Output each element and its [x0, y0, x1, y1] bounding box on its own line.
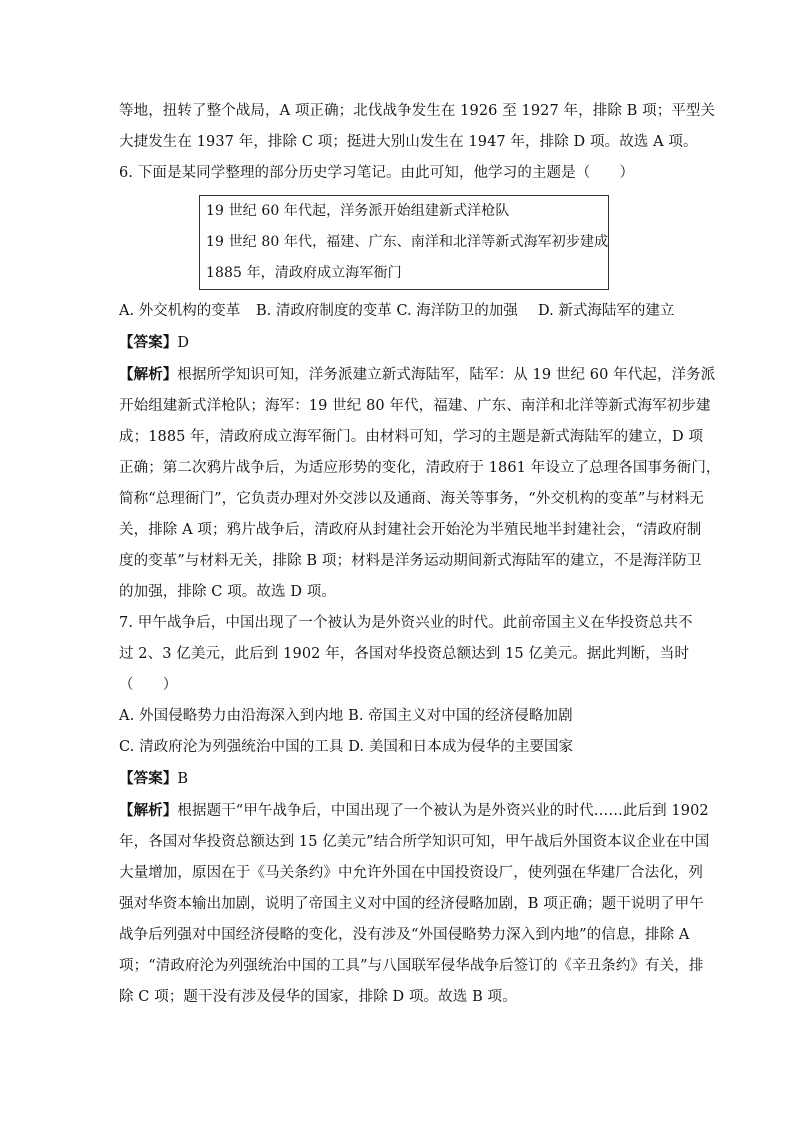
analysis-label: 【解析】	[119, 802, 178, 819]
analysis-line	[119, 795, 709, 827]
option-d: D. 新式海陆军的建立	[538, 303, 675, 319]
text-line: 等地，扭转了整个战局，A 项正确；北伐战争发生在 1926 至 1927 年，排除 B 项；平型关	[119, 103, 716, 119]
analysis-line: 的加强，排除 C 项。故选 D 项。	[119, 584, 336, 600]
analysis-line: 成；1885 年，清政府成立海军衙门。由材料可知，学习的主题是新式海陆军的建立，D 项	[119, 429, 704, 445]
question-6-stem: 6. 下面是某同学整理的部分历史学习笔记。由此可知，他学习的主题是（ ）	[119, 165, 635, 181]
analysis-line: 除 C 项；题干没有涉及侵华的国家，排除 D 项。故选 B 项。	[119, 989, 517, 1005]
question-7-stem: 过 2、3 亿美元，此后到 1902 年，各国对华投资总额达到 15 亿美元。据此判断，当时	[119, 646, 690, 662]
question-7-options-row2: C. 清政府沦为列强统治中国的工具 D. 美国和日本成为侵华的主要国家	[119, 739, 574, 755]
answer-line	[119, 763, 679, 795]
option-a: A. 外交机构的变革	[119, 303, 241, 319]
analysis-line: 度的变革”与材料无关，排除 B 项；材料是洋务运动期间新式海陆军的建立，不是海洋防卫	[119, 553, 702, 569]
analysis-text: 根据题干“甲午战争后，中国出现了一个被认为是外资兴业的时代……此后到 1902	[177, 803, 709, 819]
analysis-line: 开始组建新式洋枪队；海军：19 世纪 80 年代，福建、广东、南洋和北洋等新式海军初步建	[119, 398, 711, 414]
document-body	[119, 96, 721, 1013]
note-item: 19 世纪 80 年代，福建、广东、南洋和北洋等新式海军初步建成	[206, 234, 609, 250]
study-notes-box	[199, 195, 609, 290]
text-line: 大捷发生在 1937 年，排除 C 项；挺进大别山发生在 1947 年，排除 D 项。故选 A 项。	[119, 134, 698, 150]
analysis-line: 正确；第二次鸦片战争后，为适应形势的变化，清政府于 1861 年设立了总理各国事务衙门，	[119, 460, 721, 476]
note-item: 1885 年，清政府成立海军衙门	[206, 265, 402, 281]
analysis-line: 年，各国对华投资总额达到 15 亿美元”结合所学知识可知，甲午战后外国资本议企业在中国	[119, 834, 710, 850]
answer-label: 【答案】	[119, 770, 178, 787]
analysis-line: 项；“清政府沦为列强统治中国的工具”与八国联军侵华战争后签订的《辛丑条约》有关，排	[119, 958, 704, 974]
analysis-label: 【解析】	[119, 366, 178, 383]
analysis-line	[119, 359, 716, 391]
answer-label: 【答案】	[119, 334, 178, 351]
analysis-line: 大量增加，原因在于《马关条约》中允许外国在中国投资设厂，使列强在华建厂合法化，列	[119, 865, 703, 881]
analysis-line: 关，排除 A 项；鸦片战争后，清政府从封建社会开始沦为半殖民地半封建社会，“清政府制	[119, 522, 702, 538]
note-item: 19 世纪 60 年代起，洋务派开始组建新式洋枪队	[206, 203, 510, 219]
answer-value: B	[177, 771, 189, 787]
question-6-options	[119, 296, 679, 327]
analysis-line: 强对华资本输出加剧，说明了帝国主义对中国的经济侵略加剧，B 项正确；题干说明了甲午	[119, 896, 704, 912]
question-7-options-row1: A. 外国侵略势力由沿海深入到内地 B. 帝国主义对中国的经济侵略加剧	[119, 708, 573, 724]
analysis-line: 简称“总理衙门”，它负责办理对外交涉以及通商、海关等事务，“外交机构的变革”与材料无	[119, 491, 704, 507]
question-7-stem: 7. 甲午战争后，中国出现了一个被认为是外资兴业的时代。此前帝国主义在华投资总共不	[119, 615, 693, 631]
answer-value: D	[177, 335, 190, 351]
analysis-line: 战争后列强对中国经济侵略的变化，没有涉及“外国侵略势力深入到内地”的信息，排除 A	[119, 927, 690, 943]
answer-line	[119, 327, 679, 359]
option-b-c: B. 清政府制度的变革 C. 海洋防卫的加强	[256, 303, 518, 319]
analysis-text: 根据所学知识可知，洋务派建立新式海陆军，陆军：从 19 世纪 60 年代起，洋务派	[177, 367, 716, 383]
question-7-stem: （ ）	[119, 677, 178, 693]
